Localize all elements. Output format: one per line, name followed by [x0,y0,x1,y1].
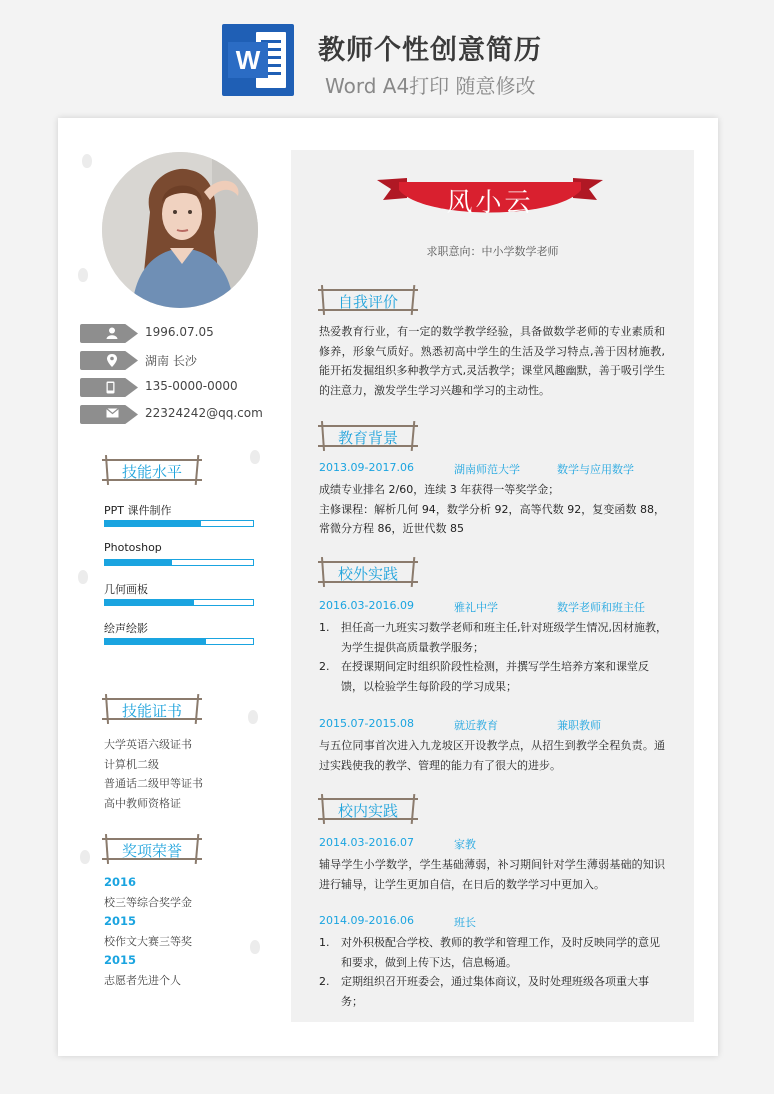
location-icon [106,354,118,367]
section-title-education: 教育背景 [318,421,418,451]
skill-name: PPT 课件制作 [104,504,172,517]
list-item: 1. 担任高一九班实习数学老师和班主任,针对班级学生情况,因材施教，为学生提供高质量教学服务； [319,621,667,654]
skill-bar [104,599,254,606]
mail-icon [106,408,119,418]
edu-period: 2013.09-2017.06 [319,461,414,474]
skill-bar [104,559,254,566]
contact-location [80,351,260,370]
job-org: 就近教育 [454,719,498,732]
education-header [319,461,679,479]
contact-value: 135-0000-0000 [145,379,238,393]
page-title: 教师个性创意简历 [318,35,542,66]
award-text: 校作文大赛三等奖 [104,934,192,948]
job-header [319,599,679,617]
skill-item [104,620,254,645]
job-description: 辅导学生小学数学，学生基础薄弱，补习期间针对学生薄弱基础的知识进行辅导，让学生更加自信，在日后的数学学习中更加入。 [319,858,665,891]
job-intent: 求职意向：中小学数学老师 [426,245,559,258]
list-item: 高中教师资格证 [104,796,181,810]
section-title-awards: 奖项荣誉 [102,834,202,864]
contact-birthday [80,324,260,343]
candidate-name: 风小云 [446,188,534,218]
section-title-skills: 技能水平 [102,455,202,485]
word-logo-icon [222,24,294,96]
job-role: 兼职教师 [557,719,601,732]
job-duty-list [319,933,669,1012]
job-description: 与五位同事首次进入九龙坡区开设教学点，从招生到教学全程负责。通过实践使我的教学、管理的能力有了很大的进步。 [319,739,665,772]
contact-value: 22324242@qq.com [145,406,263,420]
award-text: 校三等综合奖学金 [104,895,192,909]
contact-email [80,405,263,424]
edu-line: 主修课程：解析几何 94，数学分析 92，高等代数 92，复变函数 88，常微分方程 86，近世代数 85 [319,502,665,536]
certificate-list [104,735,203,813]
page-subtitle: Word A4打印 随意修改 [325,74,536,98]
list-item: 普通话二级甲等证书 [104,777,203,790]
contact-phone [80,378,260,397]
word-logo-letter: W [228,42,268,78]
award-list [104,873,192,990]
section-title-certificates: 技能证书 [102,694,202,724]
skill-item [104,541,254,566]
job-role: 家教 [454,838,476,851]
job-header [319,717,679,735]
skill-name: 绘声绘影 [104,622,148,635]
list-item: 1. 对外积极配合学校、教师的教学和管理工作，及时反映同学的意见和要求，做到上传下达，信息畅通。 [319,936,660,969]
job-period: 2015.07-2015.08 [319,717,414,730]
contact-value: 湖南 长沙 [145,354,197,368]
self-eval-text: 热爱教育行业，有一定的数学教学经验，具备做数学老师的专业素质和修养，形象气质好。熟悉初高中学生的生活及学习特点,善于因材施教,能开拓发掘组织多种教学方式,灵活教学；课堂风趣幽默，善于吸引学生的注意力，激发学生学习兴趣和学习的主动性。 [319,325,665,398]
skill-bar [104,638,254,645]
job-role: 班长 [454,916,476,929]
section-title-outside: 校外实践 [318,557,418,587]
phone-icon [106,381,115,394]
name-ribbon [377,176,603,226]
list-item: 计算机二级 [104,757,159,771]
job-header [319,914,679,932]
edu-line: 成绩专业排名 2/60，连续 3 年获得一等奖学金； [319,483,560,496]
skill-name: 几何画板 [104,583,148,596]
award-year: 2015 [104,953,137,967]
award-year: 2015 [104,914,137,928]
education-details [319,480,665,539]
edu-school: 湖南师范大学 [454,463,520,476]
job-period: 2014.03-2016.07 [319,836,414,849]
edu-major: 数学与应用数学 [557,463,634,476]
job-period: 2016.03-2016.09 [319,599,414,612]
contact-value: 1996.07.05 [145,325,214,339]
job-duty-list [319,618,669,697]
list-item: 大学英语六级证书 [104,738,192,751]
skill-item [104,581,254,606]
person-icon [106,327,118,339]
list-item: 2. 定期组织召开班委会，通过集体商议，及时处理班级各项重大事务； [319,975,649,1009]
section-title-self-eval: 自我评价 [318,285,418,315]
avatar [102,152,258,308]
skill-name: Photoshop [104,541,162,554]
job-role: 数学老师和班主任 [557,601,645,614]
job-org: 雅礼中学 [454,601,498,614]
skill-item [104,502,254,527]
job-header [319,836,679,854]
list-item: 2. 在授课期间定时组织阶段性检测，并撰写学生培养方案和课堂反馈，以检验学生每阶段的学习成果； [319,660,649,694]
section-title-inside: 校内实践 [318,794,418,824]
job-period: 2014.09-2016.06 [319,914,414,927]
award-year: 2016 [104,875,137,889]
skill-bar [104,520,254,527]
award-text: 志愿者先进个人 [104,973,181,987]
